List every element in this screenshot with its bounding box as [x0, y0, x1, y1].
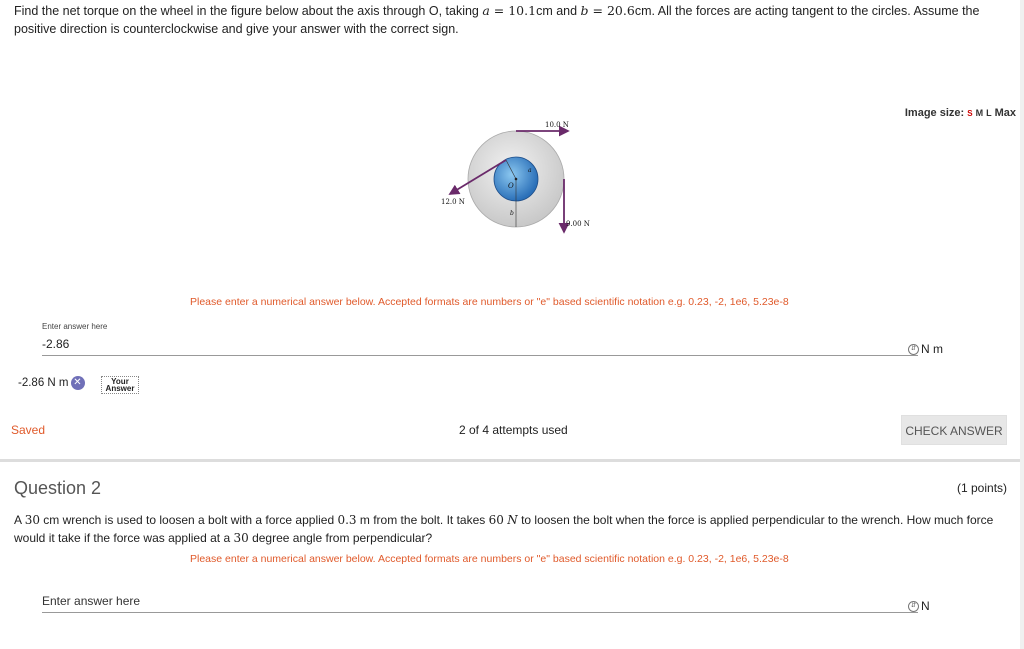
answer-field-label: Enter answer here: [42, 322, 108, 331]
check-answer-button[interactable]: CHECK ANSWER: [901, 415, 1007, 445]
force-top-label: 10.0 N: [545, 121, 569, 129]
image-size-l[interactable]: L: [986, 108, 992, 118]
wheel-figure: [430, 112, 610, 240]
answer-input[interactable]: -2.86: [42, 337, 918, 356]
previous-answer: [18, 376, 85, 390]
unit-stepper-icon[interactable]: ⇵: [908, 344, 919, 355]
unit-label-q2: ⇵ N: [908, 599, 930, 613]
unit-stepper-icon-q2[interactable]: ⇵: [908, 601, 919, 612]
previous-answer-value: -2.86 N m: [18, 377, 69, 390]
image-size-control: Image size: S M L Max: [904, 107, 1016, 119]
answer-field-q2[interactable]: [42, 594, 918, 613]
image-size-max[interactable]: Max: [994, 107, 1016, 119]
format-hint: Please enter a numerical answer below. Accepted formats are numbers or "e" based scientific notation e.g. 0.23, -2, 1e6, 5.23e-8: [190, 296, 789, 308]
question-divider: [0, 459, 1020, 462]
label-b: b: [510, 210, 514, 217]
answer-field[interactable]: [42, 322, 918, 356]
label-a: a: [528, 167, 532, 174]
question1-text: Find the net torque on the wheel in the figure below about the axis through O, taking a = 10.1cm and b = 20.6cm. All the forces are acting tangent to the circles. Assume the positive direction is counterclockwise and give your answer with the correct sign.: [14, 3, 980, 36]
attempts-counter: 2 of 4 attempts used: [459, 423, 568, 437]
saved-status: Saved: [11, 423, 46, 437]
format-hint-q2: Please enter a numerical answer below. Accepted formats are numbers or "e" based scientific notation e.g. 0.23, -2, 1e6, 5.23e-8: [190, 553, 789, 565]
page-scrollbar[interactable]: [1020, 0, 1024, 649]
axis-point-o: [515, 178, 518, 181]
question2-title: Question 2: [14, 478, 102, 498]
question2-points: (1 points): [957, 481, 1008, 495]
answer-input-q2[interactable]: Enter answer here: [42, 594, 918, 613]
unit-label: ⇵ N m: [908, 342, 943, 356]
image-size-s[interactable]: S: [967, 109, 973, 118]
image-size-m[interactable]: M: [975, 108, 984, 118]
remove-icon[interactable]: ✕: [71, 376, 85, 390]
label-o: O: [508, 182, 514, 190]
question2-text: A 30 cm wrench is used to loosen a bolt with a force applied 0.3 m from the bolt. It takes 60 N to loosen the bolt when the force is applied perpendicular to the wrench. How much force would it take if the force was applied at a 30 degree angle from perpendicular?: [14, 513, 994, 545]
force-right-label: 9.00 N: [566, 220, 590, 228]
force-left-label: 12.0 N: [441, 198, 465, 206]
your-answer-badge: Your Answer: [101, 376, 139, 394]
